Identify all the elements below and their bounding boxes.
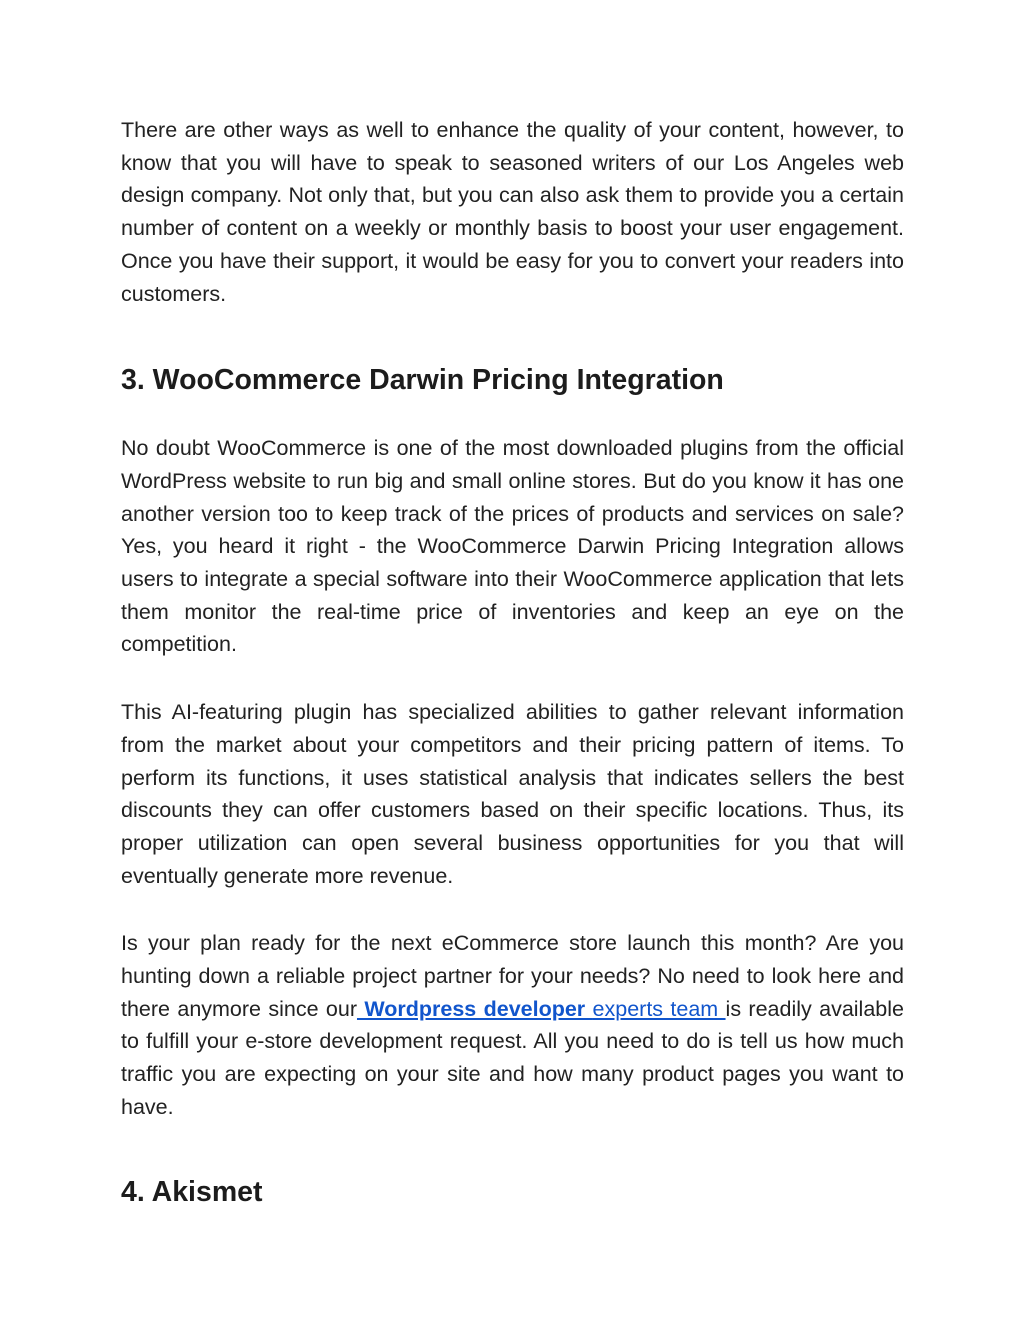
document-page	[121, 114, 904, 1210]
experts-team-link[interactable]: experts team	[592, 996, 726, 1021]
ai-plugin-paragraph: This AI-featuring plugin has specialized abilities to gather relevant information from the market about your competitors and their pricing pattern of items. To perform its functions, it uses statistical analysis that indicates sellers the best discounts they can offer customers based on their specific locations. Thus, its proper utilization can open several business opportunities for you that will eventually generate more revenue.	[121, 700, 904, 888]
section-4-heading: 4. Akismet	[121, 1175, 263, 1208]
store-launch-text-before: Is your plan ready for the next eCommerce store launch this month? Are you hunting down a reliable project partner for your needs? No need to look here and there anymore since our	[121, 931, 904, 1021]
section-3-heading: 3. WooCommerce Darwin Pricing Integration	[121, 364, 724, 397]
store-launch-paragraph	[121, 927, 904, 1123]
intro-paragraph: There are other ways as well to enhance the quality of your content, however, to know that you will have to speak to seasoned writers of our Los Angeles web design company. Not only that, but you can also ask them to provide you a certain number of content on a weekly or monthly basis to boost your user engagement. Once you have their support, it would be easy for you to convert your readers into customers.	[121, 118, 904, 306]
wordpress-developer-link[interactable]: Wordpress developer	[356, 996, 593, 1021]
store-launch-text-after: is readily available to fulfill your e-store development request. All you need to do is tell us how much traffic you are expecting on your site and how many product pages you want to have.	[121, 996, 904, 1119]
woocommerce-paragraph: No doubt WooCommerce is one of the most downloaded plugins from the official WordPress website to run big and small online stores. But do you know it has one another version too to keep track of the prices of products and services on sale? Yes, you heard it right - the WooCommerce Darwin Pricing Integration allows users to integrate a special software into their WooCommerce application that lets them monitor the real-time price of inventories and keep an eye on the competition.	[121, 436, 904, 657]
